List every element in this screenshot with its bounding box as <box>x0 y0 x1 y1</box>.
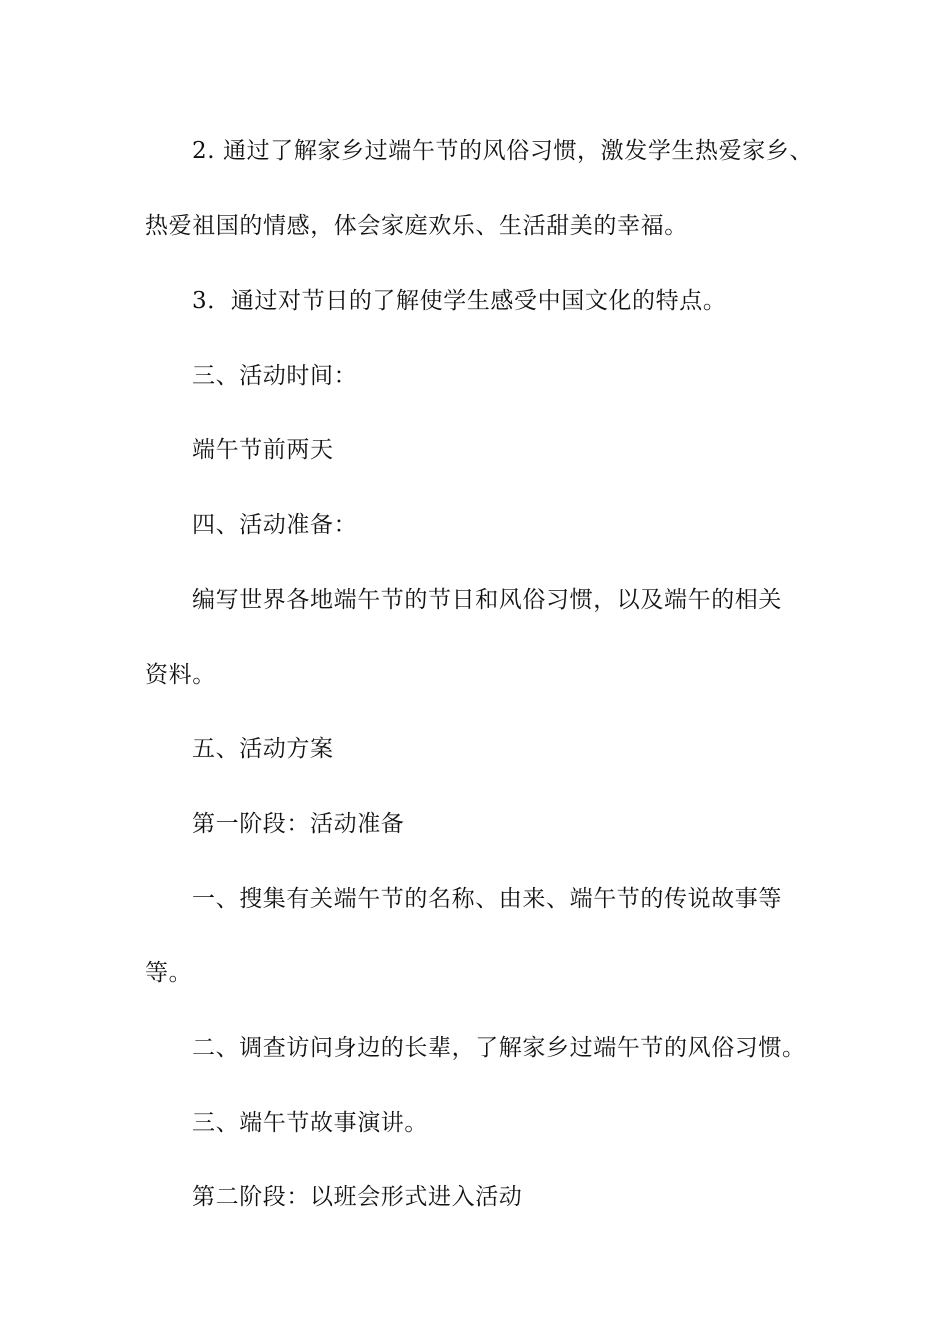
paragraph-line: 三、端午节故事演讲。 <box>192 1110 428 1136</box>
paragraph-line: 2. 通过了解家乡过端午节的风俗习惯，激发学生热爱家乡、 <box>192 138 814 164</box>
paragraph-line: 端午节前两天 <box>192 437 334 463</box>
paragraph-line: 3．通过对节日的了解使学生感受中国文化的特点。 <box>192 288 727 314</box>
paragraph-line: 热爱祖国的情感，体会家庭欢乐、生活甜美的幸福。 <box>145 213 688 239</box>
paragraph-line: 等。 <box>145 960 193 986</box>
paragraph-line: 二、调查访问身边的长辈，了解家乡过端午节的风俗习惯。 <box>192 1035 806 1061</box>
stage-heading: 第一阶段：活动准备 <box>192 811 405 837</box>
section-heading: 五、活动方案 <box>192 736 334 762</box>
paragraph-line: 一、搜集有关端午节的名称、由来、端午节的传说故事等 <box>192 886 782 912</box>
section-heading: 四、活动准备： <box>192 512 358 538</box>
stage-heading: 第二阶段：以班会形式进入活动 <box>192 1184 523 1210</box>
paragraph-line: 编写世界各地端午节的节日和风俗习惯，以及端午的相关 <box>192 587 782 613</box>
section-heading: 三、活动时间： <box>192 363 358 389</box>
paragraph-line: 资料。 <box>145 662 216 688</box>
